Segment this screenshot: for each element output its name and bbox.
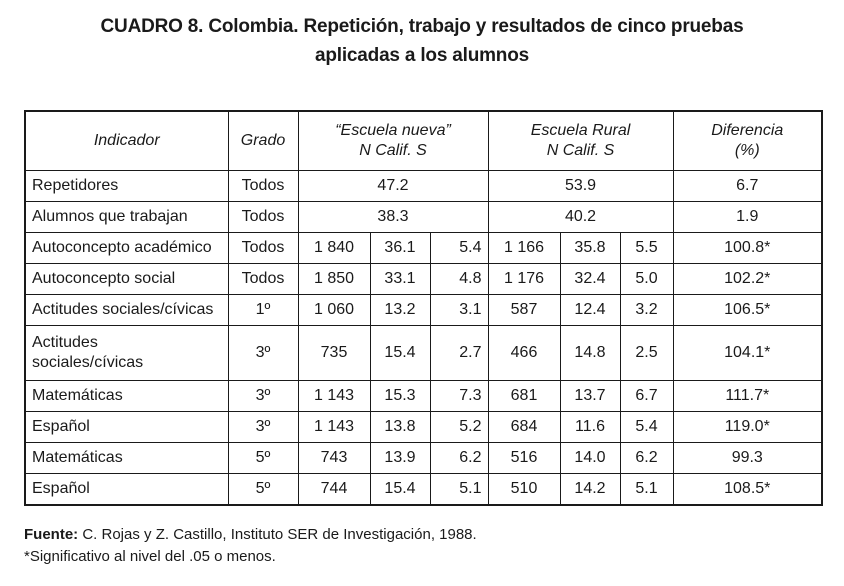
- header-row: [25, 111, 822, 171]
- cell-nueva-calif: 36.1: [370, 233, 430, 264]
- cell-indicador-line2: sociales/cívicas: [32, 354, 144, 371]
- cell-nueva-calif: 33.1: [370, 264, 430, 295]
- cell-escuela-nueva: 38.3: [298, 202, 488, 233]
- cell-nueva-s: 3.1: [430, 295, 488, 326]
- title-label: CUADRO 8.: [100, 16, 204, 37]
- header-diferencia-line1: Diferencia: [711, 122, 784, 139]
- cell-rural-n: 466: [488, 326, 560, 381]
- cell-rural-s: 5.1: [620, 474, 673, 506]
- cell-rural-calif: 35.8: [560, 233, 620, 264]
- cell-diferencia: 100.8*: [673, 233, 822, 264]
- cell-nueva-n: 1 143: [298, 381, 370, 412]
- cell-diferencia: 111.7*: [673, 381, 822, 412]
- cell-indicador: Autoconcepto académico: [25, 233, 228, 264]
- cell-diferencia: 106.5*: [673, 295, 822, 326]
- title-text: Colombia. Repetición, trabajo y resultados de cinco pruebas: [208, 16, 744, 37]
- cell-nueva-calif: 13.9: [370, 443, 430, 474]
- cell-rural-calif: 14.0: [560, 443, 620, 474]
- cell-rural-n: 684: [488, 412, 560, 443]
- header-grado: Grado: [228, 111, 298, 171]
- cell-nueva-s: 5.4: [430, 233, 488, 264]
- cell-indicador: Repetidores: [25, 171, 228, 202]
- header-escuela-nueva-line2: N Calif. S: [359, 142, 427, 159]
- cell-rural-calif: 12.4: [560, 295, 620, 326]
- cell-escuela-rural: 53.9: [488, 171, 673, 202]
- cell-diferencia: 99.3: [673, 443, 822, 474]
- cell-indicador: Alumnos que trabajan: [25, 202, 228, 233]
- table-row: [25, 295, 822, 326]
- cell-nueva-calif: 15.3: [370, 381, 430, 412]
- cell-grado: 3º: [228, 381, 298, 412]
- cell-rural-calif: 14.8: [560, 326, 620, 381]
- source-label: Fuente:: [24, 526, 79, 543]
- title-line-2: aplicadas a los alumnos: [315, 45, 529, 66]
- cell-grado: Todos: [228, 202, 298, 233]
- source-note: [24, 524, 477, 546]
- cell-rural-n: 681: [488, 381, 560, 412]
- header-escuela-rural-line1: Escuela Rural: [530, 122, 631, 139]
- cell-diferencia: 108.5*: [673, 474, 822, 506]
- cell-rural-calif: 11.6: [560, 412, 620, 443]
- cell-diferencia: 119.0*: [673, 412, 822, 443]
- cell-nueva-n: 744: [298, 474, 370, 506]
- cell-grado: Todos: [228, 171, 298, 202]
- cell-nueva-n: 743: [298, 443, 370, 474]
- header-escuela-rural: [488, 111, 673, 171]
- table-row: [25, 233, 822, 264]
- cell-diferencia: 1.9: [673, 202, 822, 233]
- cell-grado: 3º: [228, 412, 298, 443]
- source-text: C. Rojas y Z. Castillo, Instituto SER de Investigación, 1988.: [78, 526, 477, 543]
- cell-grado: Todos: [228, 264, 298, 295]
- cell-nueva-n: 1 850: [298, 264, 370, 295]
- cell-indicador-line1: Actitudes: [32, 334, 98, 351]
- cell-rural-s: 6.2: [620, 443, 673, 474]
- cell-nueva-calif: 15.4: [370, 326, 430, 381]
- cell-grado: 5º: [228, 443, 298, 474]
- cell-rural-s: 6.7: [620, 381, 673, 412]
- table-row: [25, 326, 822, 381]
- table-row: [25, 202, 822, 233]
- cell-indicador: Español: [25, 474, 228, 506]
- cell-indicador: Matemáticas: [25, 443, 228, 474]
- table-row: [25, 264, 822, 295]
- cell-nueva-calif: 13.2: [370, 295, 430, 326]
- cell-nueva-n: 1 143: [298, 412, 370, 443]
- cell-rural-s: 3.2: [620, 295, 673, 326]
- cell-nueva-calif: 13.8: [370, 412, 430, 443]
- cell-rural-calif: 32.4: [560, 264, 620, 295]
- cell-nueva-s: 6.2: [430, 443, 488, 474]
- cell-indicador: Autoconcepto social: [25, 264, 228, 295]
- cell-nueva-s: 7.3: [430, 381, 488, 412]
- cell-rural-n: 587: [488, 295, 560, 326]
- header-diferencia: [673, 111, 822, 171]
- cell-nueva-s: 5.1: [430, 474, 488, 506]
- cell-rural-s: 5.0: [620, 264, 673, 295]
- cell-rural-n: 510: [488, 474, 560, 506]
- table-footer: [24, 524, 477, 568]
- cell-rural-s: 2.5: [620, 326, 673, 381]
- header-escuela-rural-line2: N Calif. S: [546, 142, 615, 159]
- cell-diferencia: 102.2*: [673, 264, 822, 295]
- cell-escuela-rural: 40.2: [488, 202, 673, 233]
- cell-escuela-nueva: 47.2: [298, 171, 488, 202]
- cell-indicador: Matemáticas: [25, 381, 228, 412]
- cell-diferencia: 6.7: [673, 171, 822, 202]
- table-row: [25, 443, 822, 474]
- header-escuela-nueva-line1: “Escuela nueva”: [335, 122, 451, 139]
- cell-rural-calif: 14.2: [560, 474, 620, 506]
- significance-note: *Significativo al nivel del .05 o menos.: [24, 548, 276, 565]
- cell-rural-n: 1 166: [488, 233, 560, 264]
- table-row: [25, 474, 822, 506]
- data-table: [24, 110, 823, 506]
- cell-indicador: [25, 326, 228, 381]
- header-diferencia-line2: (%): [734, 142, 760, 159]
- table-row: [25, 171, 822, 202]
- cell-rural-n: 1 176: [488, 264, 560, 295]
- cell-grado: Todos: [228, 233, 298, 264]
- cell-nueva-n: 1 060: [298, 295, 370, 326]
- cell-indicador: Actitudes sociales/cívicas: [25, 295, 228, 326]
- table-title: [0, 12, 844, 70]
- table-row: [25, 381, 822, 412]
- cell-nueva-s: 2.7: [430, 326, 488, 381]
- cell-rural-calif: 13.7: [560, 381, 620, 412]
- cell-rural-s: 5.4: [620, 412, 673, 443]
- cell-nueva-n: 735: [298, 326, 370, 381]
- header-escuela-nueva: [298, 111, 488, 171]
- cell-nueva-calif: 15.4: [370, 474, 430, 506]
- cell-diferencia: 104.1*: [673, 326, 822, 381]
- cell-rural-s: 5.5: [620, 233, 673, 264]
- table-row: [25, 412, 822, 443]
- cell-rural-n: 516: [488, 443, 560, 474]
- cell-grado: 3º: [228, 326, 298, 381]
- cell-nueva-n: 1 840: [298, 233, 370, 264]
- cell-grado: 1º: [228, 295, 298, 326]
- title-line-1: [0, 12, 844, 41]
- cell-nueva-s: 4.8: [430, 264, 488, 295]
- cell-indicador: Español: [25, 412, 228, 443]
- cell-nueva-s: 5.2: [430, 412, 488, 443]
- cell-grado: 5º: [228, 474, 298, 506]
- header-indicador: Indicador: [25, 111, 228, 171]
